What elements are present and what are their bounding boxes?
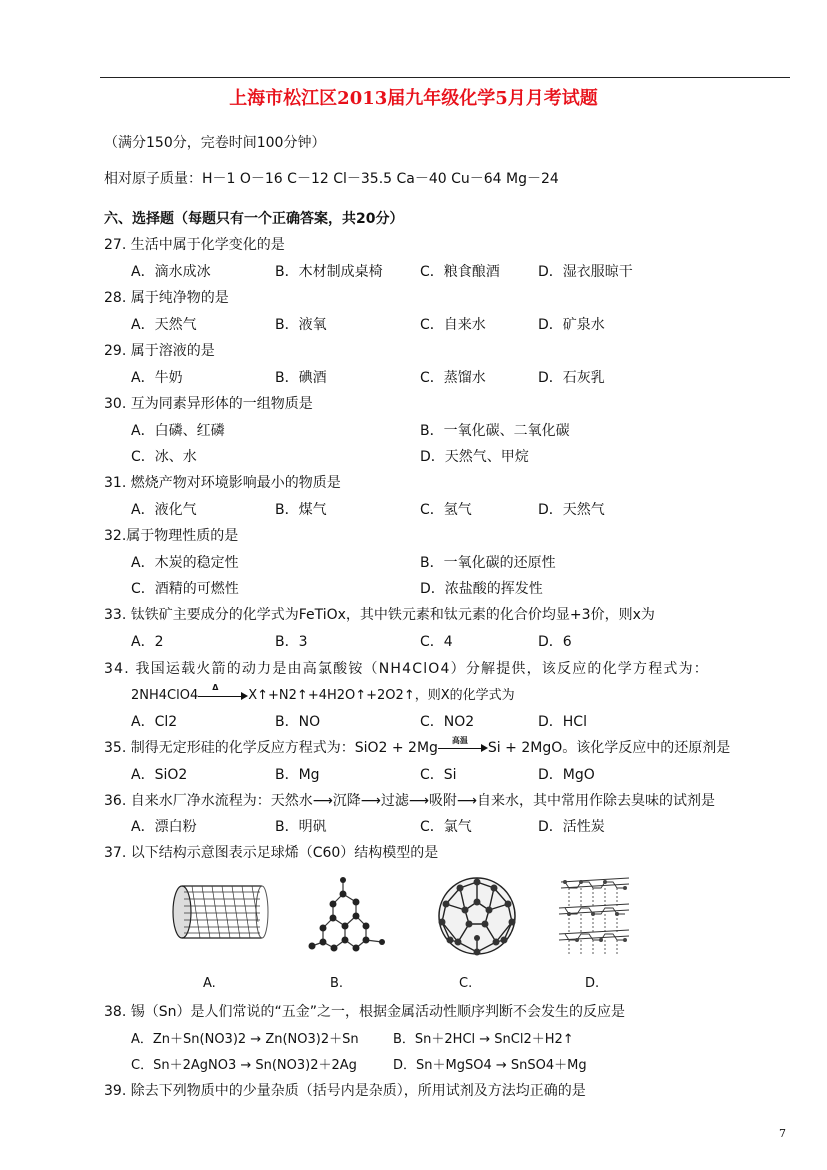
- q27-option-b: B．木材制成桌椅: [275, 264, 383, 280]
- q31-option-d: D．天然气: [538, 502, 605, 518]
- question-32: 32.属于物理性质的是: [104, 528, 239, 544]
- c60-fullerene-image: [432, 872, 522, 962]
- reaction-arrow-icon: [438, 736, 488, 755]
- q36-option-c: C．氯气: [420, 819, 472, 835]
- diamond-structure-image: [298, 872, 388, 957]
- q29-option-a: A．牛奶: [131, 370, 183, 386]
- q36-option-b: B．明矾: [275, 819, 327, 835]
- q35-stem-right: Si + 2MgO。该化学反应中的还原剂是: [487, 740, 731, 756]
- q37-option-a: A.: [203, 976, 216, 991]
- q38-option-b: B．Sn＋2HCl → SnCl2＋H2↑: [393, 1032, 574, 1047]
- section-heading: 六、选择题（每题只有一个正确答案，共20分）: [104, 211, 404, 227]
- question-33: 33. 钛铁矿主要成分的化学式为FeTiOx，其中铁元素和钛元素的化合价均显+3价，则x为: [104, 607, 655, 623]
- q34-equation: [131, 684, 515, 703]
- q38-option-c: C．Sn＋2AgNO3 → Sn(NO3)2＋2Ag: [131, 1058, 357, 1073]
- q29-option-b: B．碘酒: [275, 370, 327, 386]
- q30-option-a: A．白磷、红磷: [131, 423, 225, 439]
- q27-option-d: D．湿衣服晾干: [538, 264, 633, 280]
- q36-option-a: A．漂白粉: [131, 819, 197, 835]
- q37-option-c: C.: [459, 976, 473, 991]
- page-number: 7: [779, 1127, 786, 1140]
- question-31: 31. 燃烧产物对环境影响最小的物质是: [104, 475, 341, 491]
- exam-info: （满分150分，完卷时间100分钟）: [104, 135, 326, 151]
- q31-option-c: C．氢气: [420, 502, 472, 518]
- q31-option-b: B．煤气: [275, 502, 327, 518]
- q35-option-b: B．Mg: [275, 767, 320, 783]
- q28-option-a: A．天然气: [131, 317, 197, 333]
- reaction-arrow-icon: [198, 682, 248, 703]
- question-37: 37. 以下结构示意图表示足球烯（C60）结构模型的是: [104, 845, 439, 861]
- q31-option-a: A．液化气: [131, 502, 197, 518]
- q30-option-c: C．冰、水: [131, 449, 197, 465]
- q34-equation-left: 2NH4ClO4: [131, 688, 199, 703]
- q37-option-d: D.: [585, 976, 600, 991]
- q38-option-a: A．Zn＋Sn(NO3)2 → Zn(NO3)2＋Sn: [131, 1032, 359, 1047]
- q29-option-c: C．蒸馏水: [420, 370, 486, 386]
- q34-equation-right: X↑+N2↑+4H2O↑+2O2↑，则X的化学式为: [248, 688, 515, 703]
- q29-option-d: D．石灰乳: [538, 370, 605, 386]
- q30-option-b: B．一氧化碳、二氧化碳: [420, 423, 570, 439]
- question-29: 29. 属于溶液的是: [104, 343, 215, 359]
- q27-option-a: A．滴水成冰: [131, 264, 211, 280]
- question-28: 28. 属于纯净物的是: [104, 290, 229, 306]
- q37-option-b: B.: [330, 976, 344, 991]
- q28-option-c: C．自来水: [420, 317, 486, 333]
- q28-option-d: D．矿泉水: [538, 317, 605, 333]
- q34-option-b: B．NO: [275, 714, 321, 730]
- q33-option-d: D．6: [538, 634, 572, 650]
- q32-option-b: B．一氧化碳的还原性: [420, 555, 556, 571]
- q34-option-d: D．HCl: [538, 714, 587, 730]
- q35-condition: 高温: [451, 736, 468, 745]
- q35-option-c: C．Si: [420, 767, 457, 783]
- graphite-structure-image: [555, 872, 635, 962]
- q35-option-d: D．MgO: [538, 767, 595, 783]
- q32-option-a: A．木炭的稳定性: [131, 555, 239, 571]
- q32-option-c: C．酒精的可燃性: [131, 581, 239, 597]
- q34-option-c: C．NO2: [420, 714, 475, 730]
- q27-option-c: C．粮食酿酒: [420, 264, 500, 280]
- question-35: [104, 737, 730, 757]
- question-27: 27. 生活中属于化学变化的是: [104, 237, 285, 253]
- question-39: 39. 除去下列物质中的少量杂质（括号内是杂质），所用试剂及方法均正确的是: [104, 1083, 586, 1099]
- q33-option-a: A．2: [131, 634, 164, 650]
- q34-option-a: A．Cl2: [131, 714, 178, 730]
- question-34: 34. 我国运载火箭的动力是由高氯酸铵（NH4ClO4）分解提供，该反应的化学方程式为：: [104, 661, 710, 677]
- q34-condition: Δ: [212, 682, 219, 692]
- q32-option-d: D．浓盐酸的挥发性: [420, 581, 543, 597]
- q35-stem-left: 35. 制得无定形硅的化学反应方程式为：SiO2 + 2Mg: [104, 740, 438, 756]
- q30-option-d: D．天然气、甲烷: [420, 449, 529, 465]
- header-rule: [100, 77, 790, 78]
- q35-option-a: A．SiO2: [131, 767, 188, 783]
- page-title: 上海市松江区2013届九年级化学5月月考试题: [229, 88, 598, 109]
- q33-option-c: C．4: [420, 634, 453, 650]
- atomic-mass: 相对原子质量：H－1 O－16 C－12 Cl－35.5 Ca－40 Cu－64 Mg－24: [104, 171, 559, 187]
- question-30: 30. 互为同素异形体的一组物质是: [104, 396, 313, 412]
- q36-option-d: D．活性炭: [538, 819, 605, 835]
- nanotube-structure-image: [170, 872, 270, 952]
- question-36: 36. 自来水厂净水流程为：天然水⟶沉降⟶过滤⟶吸附⟶自来水，其中常用作除去臭味的试剂是: [104, 793, 715, 809]
- q28-option-b: B．液氧: [275, 317, 327, 333]
- q33-option-b: B．3: [275, 634, 308, 650]
- q38-option-d: D．Sn＋MgSO4 → SnSO4＋Mg: [393, 1058, 587, 1073]
- question-38: 38. 锡（Sn）是人们常说的“五金”之一，根据金属活动性顺序判断不会发生的反应是: [104, 1004, 625, 1020]
